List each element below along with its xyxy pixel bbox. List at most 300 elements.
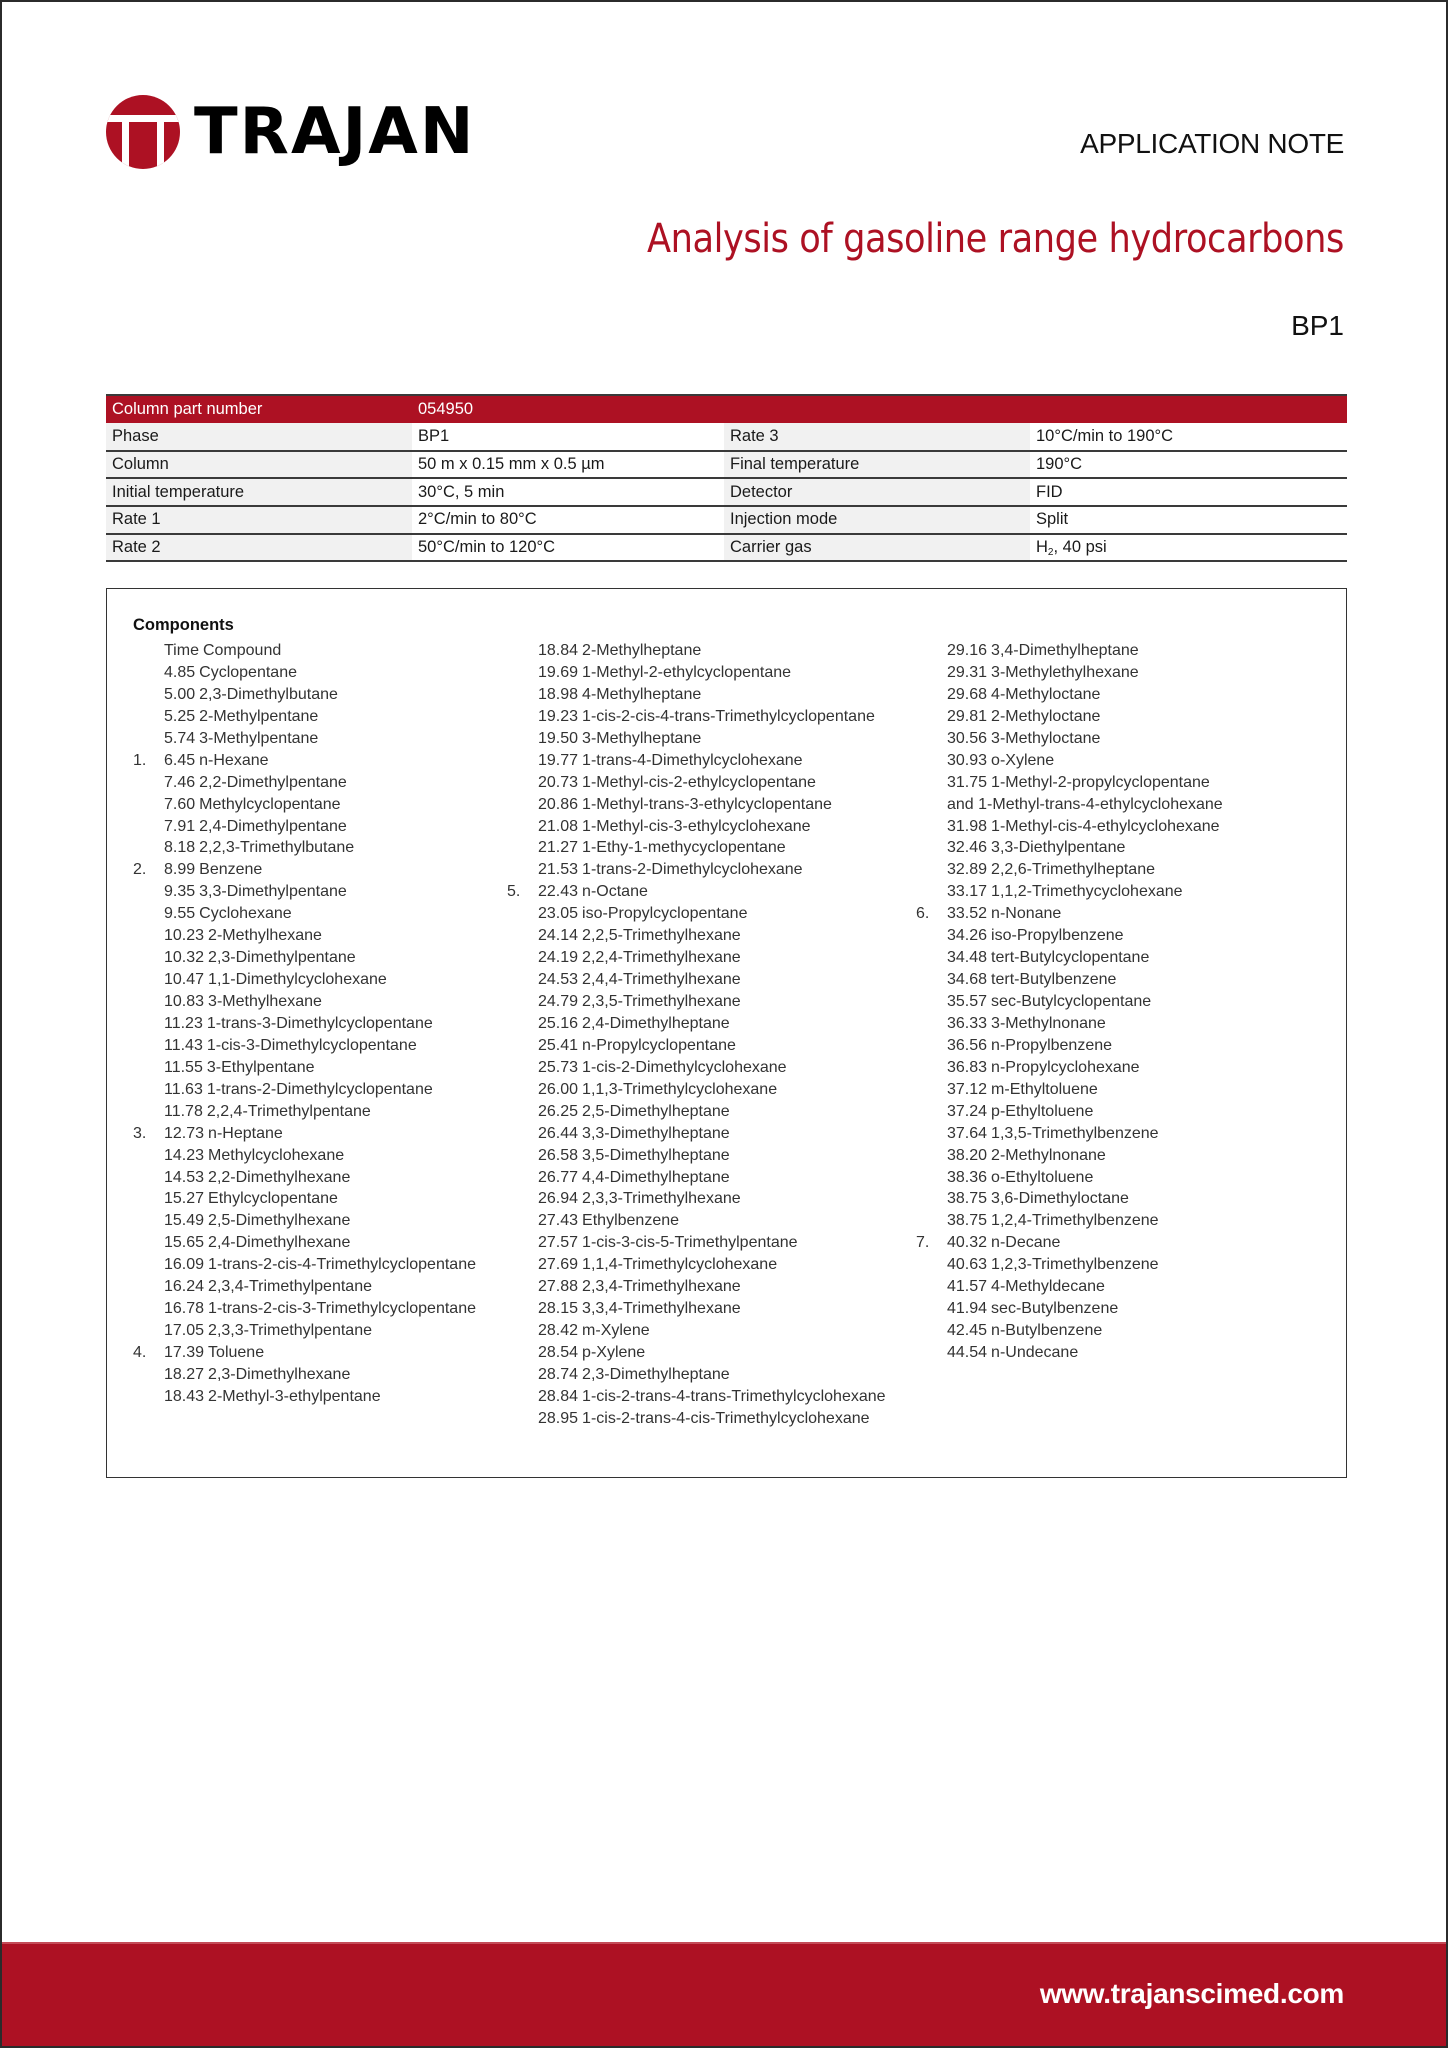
peak-number: 3. xyxy=(133,1124,147,1142)
spec-key: Rate 1 xyxy=(106,506,412,534)
spec-key: Injection mode xyxy=(724,506,1030,534)
retention-time: 29.31 xyxy=(947,663,988,681)
retention-time: 19.69 xyxy=(538,663,579,681)
retention-time: 10.23 xyxy=(164,927,205,945)
spec-key: Initial temperature xyxy=(106,478,412,506)
compound-name: 3,3-Diethylpentane xyxy=(991,839,1126,857)
component-row xyxy=(133,1232,476,1254)
retention-time: 25.73 xyxy=(538,1058,579,1076)
retention-time: 26.25 xyxy=(538,1102,579,1120)
compound-name: 1-trans-2-cis-4-Trimethylcyclopentane xyxy=(208,1256,476,1274)
compound-name: 2-Methyloctane xyxy=(991,707,1101,725)
retention-time: 5.25 xyxy=(164,707,196,725)
retention-time: 11.55 xyxy=(164,1058,203,1076)
peak-number: 6. xyxy=(916,905,930,923)
compound-name: 1-cis-2-trans-4-trans-Trimethylcyclohexane xyxy=(582,1387,886,1405)
components-title: Components xyxy=(133,616,234,634)
spec-key: Final temperature xyxy=(724,451,1030,479)
compound-name: n-Decane xyxy=(991,1234,1061,1252)
component-row xyxy=(916,772,1223,794)
retention-time: 18.43 xyxy=(164,1387,205,1405)
carrier-gas-element: H xyxy=(1036,537,1048,556)
component-row xyxy=(916,1013,1223,1035)
component-row xyxy=(507,772,886,794)
component-row xyxy=(916,1342,1223,1364)
compound-name: Ethylcyclopentane xyxy=(208,1190,338,1208)
component-row xyxy=(507,1079,886,1101)
compound-name: 2,4-Dimethylhexane xyxy=(208,1234,351,1252)
retention-time: 27.88 xyxy=(538,1278,579,1296)
retention-time: 19.77 xyxy=(538,751,579,769)
spec-row xyxy=(106,478,1347,506)
component-row xyxy=(916,706,1223,728)
compound-name: 2,3,3-Trimethylhexane xyxy=(582,1190,741,1208)
retention-time: 15.49 xyxy=(164,1212,205,1230)
compound-name: 1-trans-2-Dimethylcyclohexane xyxy=(582,861,803,879)
component-row xyxy=(133,816,476,838)
retention-time: 33.17 xyxy=(947,883,988,901)
compound-name: 1-trans-3-Dimethylcyclopentane xyxy=(206,1014,433,1032)
component-row xyxy=(507,684,886,706)
component-row xyxy=(507,1320,886,1342)
compound-name: 1-Methyl-cis-2-ethylcyclopentane xyxy=(582,773,816,791)
component-row xyxy=(507,728,886,750)
retention-time: 20.73 xyxy=(538,773,579,791)
retention-time: 17.05 xyxy=(164,1322,205,1340)
retention-time: 44.54 xyxy=(947,1344,988,1361)
retention-time: 34.26 xyxy=(947,927,988,945)
retention-time: 22.43 xyxy=(538,883,579,901)
column-phase-subtitle: BP1 xyxy=(1291,310,1344,341)
component-row xyxy=(916,1057,1223,1079)
retention-time: 18.84 xyxy=(538,642,579,659)
retention-time: 8.99 xyxy=(164,861,196,879)
component-row xyxy=(507,1232,886,1254)
website-link[interactable]: www.trajanscimed.com xyxy=(1039,1978,1344,2009)
component-row xyxy=(916,1276,1223,1298)
peak-number: 1. xyxy=(133,751,147,769)
retention-time: 7.91 xyxy=(164,817,196,835)
component-row xyxy=(507,1057,886,1079)
retention-time: 34.68 xyxy=(947,971,988,989)
retention-time: 11.78 xyxy=(164,1102,203,1120)
spec-row xyxy=(106,423,1347,451)
retention-time: 38.20 xyxy=(947,1146,988,1164)
compound-name: 1-cis-2-trans-4-cis-Trimethylcyclohexane xyxy=(582,1409,870,1427)
component-row xyxy=(133,1123,476,1145)
retention-time: 9.55 xyxy=(164,905,196,923)
compound-name: 2-Methyl-3-ethylpentane xyxy=(208,1387,381,1405)
compound-name: 2,3,4-Trimethylhexane xyxy=(582,1278,741,1296)
retention-time: 15.27 xyxy=(164,1190,205,1208)
spec-header-label: Column part number xyxy=(106,395,412,423)
component-row xyxy=(916,1254,1223,1276)
compound-name: 3,3-Dimethylpentane xyxy=(199,883,347,901)
compound-name: n-Undecane xyxy=(991,1344,1079,1361)
compound-name: 2,3,5-Trimethylhexane xyxy=(582,993,741,1010)
component-row xyxy=(507,662,886,684)
retention-time: 28.95 xyxy=(538,1409,579,1427)
component-row xyxy=(133,662,476,684)
column-spec-table xyxy=(106,394,1347,562)
component-row xyxy=(507,903,886,925)
spec-value: BP1 xyxy=(412,423,724,451)
retention-time: Time xyxy=(164,642,199,659)
retention-time: 26.58 xyxy=(538,1146,579,1164)
retention-time: 8.18 xyxy=(164,839,196,857)
spec-value: FID xyxy=(1030,478,1347,506)
compound-name: 2,2-Dimethylpentane xyxy=(199,773,347,791)
component-row xyxy=(133,969,476,991)
component-row xyxy=(133,1145,476,1167)
retention-time: 17.39 xyxy=(164,1344,205,1361)
retention-time: 18.27 xyxy=(164,1365,205,1383)
retention-time: 26.44 xyxy=(538,1124,579,1142)
retention-time: 11.43 xyxy=(164,1036,203,1054)
document-type: APPLICATION NOTE xyxy=(1080,128,1344,159)
component-row xyxy=(133,772,476,794)
compound-name: 2,3-Dimethylbutane xyxy=(199,685,338,703)
compound-name: 2,5-Dimethylheptane xyxy=(582,1102,730,1120)
component-row xyxy=(916,1145,1223,1167)
retention-time: 10.47 xyxy=(164,971,205,989)
compound-name: 2,2-Dimethylhexane xyxy=(208,1168,351,1186)
retention-time: 11.23 xyxy=(164,1014,203,1032)
component-row xyxy=(133,1386,476,1408)
component-row xyxy=(916,881,1223,903)
component-row xyxy=(916,1101,1223,1123)
compound-name: 2,3-Dimethylheptane xyxy=(582,1365,730,1383)
component-row xyxy=(133,859,476,881)
retention-time: 27.69 xyxy=(538,1256,579,1274)
compound-name: Methylcyclopentane xyxy=(199,795,341,813)
component-row xyxy=(916,662,1223,684)
retention-time: 16.09 xyxy=(164,1256,205,1274)
component-row xyxy=(133,1057,476,1079)
component-row xyxy=(507,640,886,662)
retention-time: 38.75 xyxy=(947,1190,988,1208)
spec-header-row xyxy=(106,395,1347,423)
retention-time: 28.84 xyxy=(538,1387,579,1405)
component-row xyxy=(133,1101,476,1123)
component-row xyxy=(507,1145,886,1167)
component-row xyxy=(507,750,886,772)
compound-name: 3,3,4-Trimethylhexane xyxy=(582,1300,741,1318)
component-row xyxy=(507,1298,886,1320)
compound-name: tert-Butylbenzene xyxy=(991,971,1117,989)
compound-name: 1-Ethy-1-methycyclopentane xyxy=(582,839,786,857)
component-row xyxy=(133,1320,476,1342)
retention-time: 30.56 xyxy=(947,729,988,747)
retention-time: 25.16 xyxy=(538,1014,579,1032)
spec-row xyxy=(106,506,1347,534)
component-row xyxy=(916,859,1223,881)
compound-name: n-Heptane xyxy=(208,1124,283,1142)
spec-value: 50°C/min to 120°C xyxy=(412,534,724,562)
spec-key: Phase xyxy=(106,423,412,451)
component-row xyxy=(507,706,886,728)
compound-name: iso-Propylcyclopentane xyxy=(582,905,748,923)
compound-name: 4-Methyloctane xyxy=(991,685,1101,703)
retention-time: 21.08 xyxy=(538,817,579,835)
component-row xyxy=(133,991,476,1013)
compound-name: 1-Methyl-trans-3-ethylcyclopentane xyxy=(582,795,832,813)
compound-name: 3,6-Dimethyloctane xyxy=(991,1190,1129,1208)
component-row xyxy=(133,837,476,859)
retention-time: 37.64 xyxy=(947,1124,988,1142)
brand-name: TRAJAN xyxy=(194,95,476,169)
compound-name: 4-Methyldecane xyxy=(991,1278,1105,1296)
component-row xyxy=(507,1342,886,1364)
component-row xyxy=(916,1079,1223,1101)
retention-time: 26.77 xyxy=(538,1168,579,1186)
compound-name: 2-Methylheptane xyxy=(582,642,702,659)
retention-time: 10.32 xyxy=(164,949,205,967)
component-row xyxy=(507,991,886,1013)
compound-name: 1-cis-2-cis-4-trans-Trimethylcyclopentane xyxy=(582,707,875,725)
component-row xyxy=(916,837,1223,859)
component-row xyxy=(133,794,476,816)
retention-time: 23.05 xyxy=(538,905,579,923)
compound-name: 2,4,4-Trimethylhexane xyxy=(582,971,741,989)
component-row xyxy=(507,794,886,816)
retention-time: 41.94 xyxy=(947,1300,988,1318)
retention-time: 34.48 xyxy=(947,949,988,967)
component-row xyxy=(507,1035,886,1057)
retention-time: 33.52 xyxy=(947,905,988,923)
components-box xyxy=(106,588,1347,1478)
component-row xyxy=(133,1298,476,1320)
retention-time: 28.54 xyxy=(538,1344,579,1361)
component-row xyxy=(507,1386,886,1408)
compound-name: 1-cis-3-cis-5-Trimethylpentane xyxy=(582,1234,798,1252)
retention-time: 6.45 xyxy=(164,751,196,769)
compound-name: 2,3-Dimethylhexane xyxy=(208,1365,351,1383)
spec-row xyxy=(106,534,1347,562)
retention-time: 37.24 xyxy=(947,1102,988,1120)
retention-time: 37.12 xyxy=(947,1080,988,1098)
component-row xyxy=(916,1232,1223,1254)
retention-time: 36.83 xyxy=(947,1058,988,1076)
retention-time: 7.60 xyxy=(164,795,196,813)
compound-name: 2-Methylhexane xyxy=(208,927,322,945)
retention-time: 35.57 xyxy=(947,993,988,1010)
compound-name: p-Ethyltoluene xyxy=(991,1102,1094,1120)
compound-name: Cyclohexane xyxy=(199,905,292,923)
peak-number: 4. xyxy=(133,1344,147,1361)
retention-time: 24.14 xyxy=(538,927,579,945)
compound-name: 2,2,4-Trimethylhexane xyxy=(582,949,741,967)
spec-key: Rate 2 xyxy=(106,534,412,562)
compound-name: Cyclopentane xyxy=(199,663,297,681)
retention-time: 41.57 xyxy=(947,1278,988,1296)
compound-name: 2,3,3-Trimethylpentane xyxy=(208,1322,372,1340)
compound-name: 1,1,3-Trimethylcyclohexane xyxy=(582,1080,778,1098)
carrier-gas-pressure: , 40 psi xyxy=(1053,537,1107,556)
spec-value: 190°C xyxy=(1030,451,1347,479)
compound-name: Benzene xyxy=(199,861,263,879)
compound-name: 2-Methylnonane xyxy=(991,1146,1106,1164)
component-row xyxy=(507,837,886,859)
component-row xyxy=(133,947,476,969)
spec-key: Column xyxy=(106,451,412,479)
component-row xyxy=(133,706,476,728)
compound-name: 1,2,3-Trimethylbenzene xyxy=(991,1256,1159,1274)
compound-name: 1-Methyl-2-propylcyclopentane xyxy=(991,773,1210,791)
compound-name: 2,2,4-Trimethylpentane xyxy=(206,1102,371,1120)
compound-name: 2,3-Dimethylpentane xyxy=(208,949,356,967)
component-row xyxy=(507,1210,886,1232)
component-row xyxy=(133,684,476,706)
trajan-logo xyxy=(106,92,475,172)
compound-name: 4,4-Dimethylheptane xyxy=(582,1168,730,1186)
retention-time: 29.68 xyxy=(947,685,988,703)
retention-time: 18.98 xyxy=(538,685,579,703)
compound-name: 1-trans-2-Dimethylcyclopentane xyxy=(206,1080,433,1098)
compound-name: 1-cis-3-Dimethylcyclopentane xyxy=(206,1036,417,1054)
compound-name: n-Propylcyclopentane xyxy=(582,1036,736,1054)
spec-value: 10°C/min to 190°C xyxy=(1030,423,1347,451)
carrier-gas-subscript: 2 xyxy=(1047,546,1054,558)
compound-name: sec-Butylbenzene xyxy=(991,1300,1119,1318)
compound-name: 1-trans-2-cis-3-Trimethylcyclopentane xyxy=(208,1300,476,1318)
peak-number: 2. xyxy=(133,861,147,879)
spec-key: Rate 3 xyxy=(724,423,1030,451)
retention-time: 28.74 xyxy=(538,1365,579,1383)
component-row xyxy=(916,1123,1223,1145)
compound-name: 2-Methylpentane xyxy=(199,707,319,725)
compound-name: 1,1,2-Trimethycyclohexane xyxy=(991,883,1183,901)
retention-time: 5.00 xyxy=(164,685,196,703)
retention-time: 26.94 xyxy=(538,1190,579,1208)
component-row xyxy=(507,1364,886,1386)
compound-name: 2,2,6-Trimethylheptane xyxy=(991,861,1155,879)
component-row xyxy=(133,1342,476,1364)
component-row xyxy=(916,969,1223,991)
component-row xyxy=(133,1035,476,1057)
spec-row xyxy=(106,451,1347,479)
compound-name: Ethylbenzene xyxy=(582,1212,680,1230)
compound-name: 1-Methyl-cis-3-ethylcyclohexane xyxy=(582,817,811,835)
retention-time: 40.63 xyxy=(947,1256,988,1274)
compound-name: n-Propylcyclohexane xyxy=(991,1058,1140,1076)
retention-time: 14.23 xyxy=(164,1146,205,1164)
component-row xyxy=(133,750,476,772)
compound-name: 1,1-Dimethylcyclohexane xyxy=(208,971,387,989)
retention-time: 29.81 xyxy=(947,707,988,725)
compound-name: 2,4-Dimethylheptane xyxy=(582,1014,730,1032)
components-header-row xyxy=(133,640,476,662)
compound-name: 3-Methylethylhexane xyxy=(991,663,1139,681)
retention-time: 16.24 xyxy=(164,1278,205,1296)
component-row xyxy=(916,684,1223,706)
compound-name: tert-Butylcyclopentane xyxy=(991,949,1150,967)
component-row xyxy=(507,1408,886,1430)
compound-name: 1,2,4-Trimethylbenzene xyxy=(991,1212,1159,1230)
component-row xyxy=(507,925,886,947)
compound-name: n-Octane xyxy=(582,883,648,901)
compound-name: 1-Methyl-cis-4-ethylcyclohexane xyxy=(991,817,1220,835)
component-row xyxy=(133,903,476,925)
compound-name: Methylcyclohexane xyxy=(208,1146,345,1164)
component-row xyxy=(916,903,1223,925)
retention-time: 40.32 xyxy=(947,1234,988,1252)
peak-number: 5. xyxy=(507,883,521,901)
component-row xyxy=(507,1123,886,1145)
compound-name: and 1-Methyl-trans-4-ethylcyclohexane xyxy=(947,795,1223,813)
component-row xyxy=(916,947,1223,969)
compound-name: 3-Methylpentane xyxy=(199,729,319,747)
retention-time: 32.46 xyxy=(947,839,988,857)
retention-time: 36.56 xyxy=(947,1036,988,1054)
retention-time: 28.42 xyxy=(538,1322,579,1340)
component-row xyxy=(133,1013,476,1035)
retention-time: 32.89 xyxy=(947,861,988,879)
retention-time: 27.43 xyxy=(538,1212,579,1230)
spec-value: 50 m x 0.15 mm x 0.5 µm xyxy=(412,451,724,479)
compound-name: n-Butylbenzene xyxy=(991,1322,1103,1340)
retention-time: 24.79 xyxy=(538,993,579,1010)
compound-name: 3-Ethylpentane xyxy=(206,1058,315,1076)
compound-name: 1-trans-4-Dimethylcyclohexane xyxy=(582,751,803,769)
component-row xyxy=(133,1188,476,1210)
component-row xyxy=(916,728,1223,750)
page-title: Analysis of gasoline range hydrocarbons xyxy=(647,216,1344,262)
component-row xyxy=(507,1254,886,1276)
spec-key: Carrier gas xyxy=(724,534,1030,562)
compound-name: 3-Methyloctane xyxy=(991,729,1101,747)
component-row xyxy=(133,1079,476,1101)
compound-name: 3-Methylhexane xyxy=(208,993,322,1010)
retention-time: 4.85 xyxy=(164,663,196,681)
spec-header-value: 054950 xyxy=(412,395,1347,423)
retention-time: 25.41 xyxy=(538,1036,579,1054)
component-row xyxy=(507,1013,886,1035)
component-row xyxy=(916,794,1223,816)
retention-time: 24.19 xyxy=(538,949,579,967)
component-row xyxy=(507,859,886,881)
compound-name: 2,5-Dimethylhexane xyxy=(208,1212,351,1230)
components-column-1 xyxy=(133,640,476,1408)
retention-time: 42.45 xyxy=(947,1322,988,1340)
compound-name: 1-Methyl-2-ethylcyclopentane xyxy=(582,663,792,681)
component-row xyxy=(916,991,1223,1013)
compound-name: 3,3-Dimethylheptane xyxy=(582,1124,730,1142)
component-row xyxy=(133,1276,476,1298)
compound-name: m-Xylene xyxy=(582,1322,650,1340)
compound-name: 3-Methylnonane xyxy=(991,1014,1106,1032)
component-row xyxy=(133,1210,476,1232)
component-row xyxy=(507,881,886,903)
retention-time: 26.00 xyxy=(538,1080,579,1098)
spec-value: 30°C, 5 min xyxy=(412,478,724,506)
retention-time: 19.50 xyxy=(538,729,579,747)
component-row xyxy=(916,1298,1223,1320)
retention-time: 21.27 xyxy=(538,839,579,857)
component-row xyxy=(916,1167,1223,1189)
compound-name: 3,5-Dimethylheptane xyxy=(582,1146,730,1164)
retention-time: 27.57 xyxy=(538,1234,579,1252)
component-row xyxy=(916,1320,1223,1342)
compound-name: 2,4-Dimethylpentane xyxy=(199,817,347,835)
compound-name: Toluene xyxy=(208,1344,265,1361)
compound-name: 4-Methylheptane xyxy=(582,685,702,703)
compound-name: 2,3,4-Trimethylpentane xyxy=(208,1278,372,1296)
components-column-2 xyxy=(507,640,886,1430)
compound-name: m-Ethyltoluene xyxy=(991,1080,1098,1098)
retention-time: 10.83 xyxy=(164,993,205,1010)
retention-time: 36.33 xyxy=(947,1014,988,1032)
